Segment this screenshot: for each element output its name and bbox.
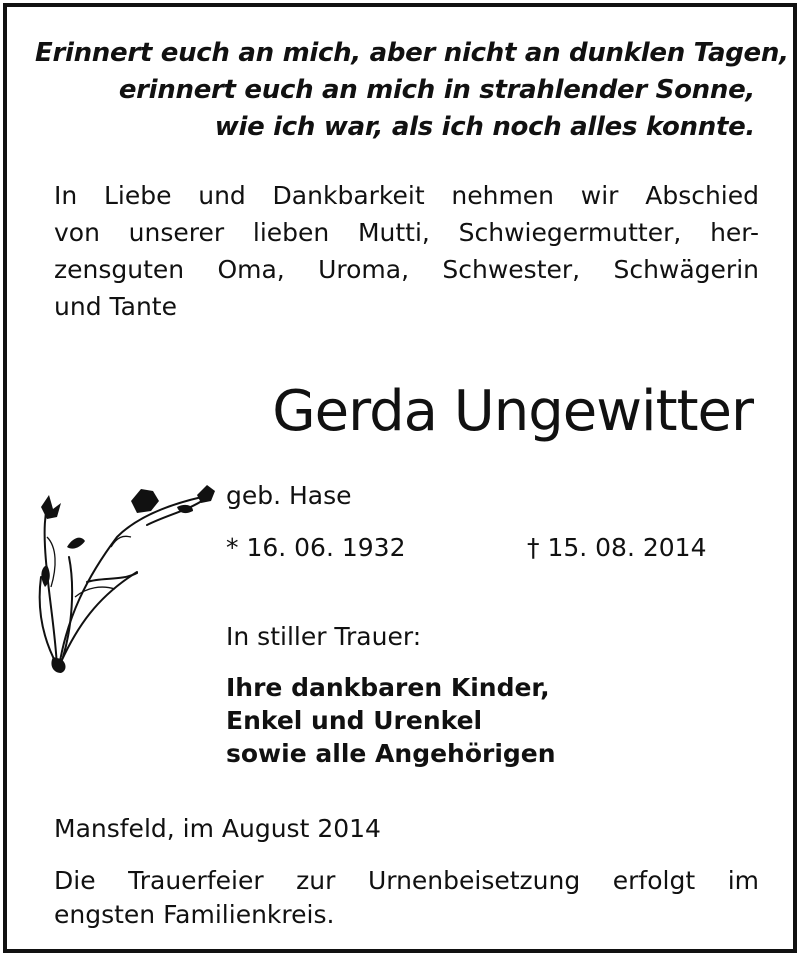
flower-illustration-icon	[27, 477, 227, 687]
birth-name: geb. Hase	[226, 481, 352, 510]
farewell-line: In Liebe und Dankbarkeit nehmen wir Abschied	[54, 181, 759, 210]
birth-date: * 16. 06. 1932	[226, 533, 406, 562]
death-date: † 15. 08. 2014	[527, 533, 707, 562]
ceremony-line: engsten Familienkreis.	[54, 900, 335, 929]
deceased-name: Gerda Ungewitter	[272, 379, 753, 444]
mourner-line: Ihre dankbaren Kinder,	[226, 673, 550, 702]
poem-line: erinnert euch an mich in strahlender Sonne,	[118, 75, 755, 105]
farewell-line: zensguten Oma, Uroma, Schwester, Schwägerin	[54, 255, 759, 284]
mourner-line: Enkel und Urenkel	[226, 706, 483, 735]
poem-line: wie ich war, als ich noch alles konnte.	[214, 112, 755, 142]
farewell-text	[54, 177, 759, 325]
mourners-list	[226, 671, 556, 770]
ceremony-notice	[54, 864, 759, 932]
ceremony-line: Die Trauerfeier zur Urnenbeisetzung erfolgt im	[54, 866, 759, 895]
obituary-frame	[3, 3, 797, 953]
poem-line: Erinnert euch an mich, aber nicht an dunklen Tagen,	[35, 38, 789, 68]
memorial-poem	[35, 35, 789, 146]
place-and-date: Mansfeld, im August 2014	[54, 814, 381, 843]
mourner-line: sowie alle Angehörigen	[226, 739, 556, 768]
farewell-line: und Tante	[54, 292, 177, 321]
farewell-line: von unserer lieben Mutti, Schwiegermutter, her-	[54, 218, 759, 247]
mourning-intro: In stiller Trauer:	[226, 622, 422, 651]
